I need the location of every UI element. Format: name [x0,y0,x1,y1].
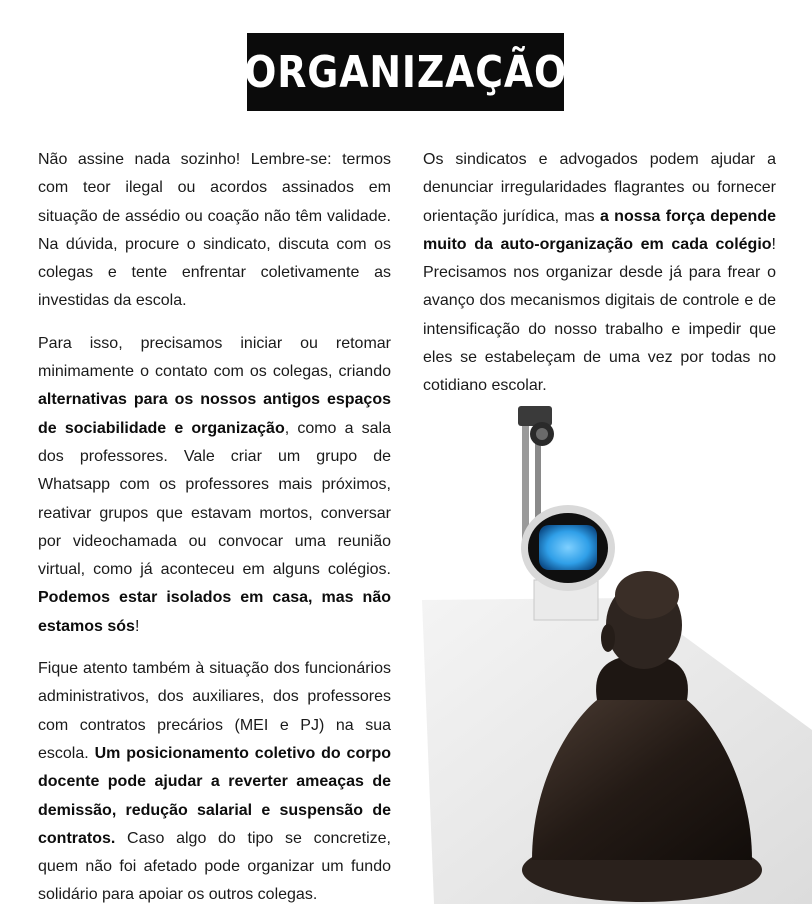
paragraph-2 [38,330,391,641]
camera-pole [522,410,529,540]
paragraph-4 [423,146,776,401]
paragraph-text: , como a sala dos professores. Vale criar um grupo de Whatsapp com os professores mais próximos, reativar grupos que estavam mortos, conversar por videochamada ou convocar uma reunião virtual, como já aconteceu em alguns colégios. [38,419,391,579]
left-column [38,146,391,924]
buddha-tv-photo [422,400,812,904]
paragraph-text: Fique atento também à situação dos funcionários administrativos, dos auxiliares, dos professores com contratos precários (MEI e PJ) na sua escola. [38,660,391,762]
title-banner [244,33,567,111]
paragraph-text: ! [134,617,140,635]
bold-text: a nossa força depende muito da auto-organização em cada colégio [423,207,776,253]
bold-text: alternativas para os nossos antigos espaços de sociabilidade e organização [38,391,391,437]
camera-icon [518,406,552,426]
paragraph-text: Os sindicatos e advogados podem ajudar a denunciar irregularidades flagrantes ou fornecer orientação jurídica, mas [423,151,776,225]
paragraph-3 [38,655,391,910]
right-column [423,146,776,415]
paragraph-text: ! Precisamos nos organizar desde já para frear o avanço dos mecanismos digitais de controle e de intensificação do nosso trabalho e impedir que eles se estabeleçam de uma vez por todas no cotidiano escolar. [423,235,776,395]
bold-text: Um posicionamento coletivo do corpo docente pode ajudar a reverter ameaças de demissão, redução salarial e suspensão de contratos. [38,744,391,847]
page-title: ORGANIZAÇÃO [244,46,567,98]
paragraph-text: Não assine nada sozinho! Lembre-se: termos com teor ilegal ou acordos assinados em situação de assédio ou coação não têm validade. Na dúvida, procure o sindicato, discuta com os colegas e tente enfrentar coletivamente as investidas da escola. [38,151,391,310]
tv-screen [539,525,597,570]
paragraph-1 [38,146,391,316]
paragraph-text: Para isso, precisamos iniciar ou retomar minimamente o contato com os colegas, criando [38,334,391,381]
bold-text: Podemos estar isolados em casa, mas não estamos sós [38,589,391,635]
paragraph-text: Caso algo do tipo se concretize, quem não foi afetado pode organizar um fundo solidário para apoiar os outros colegas. [38,829,391,904]
